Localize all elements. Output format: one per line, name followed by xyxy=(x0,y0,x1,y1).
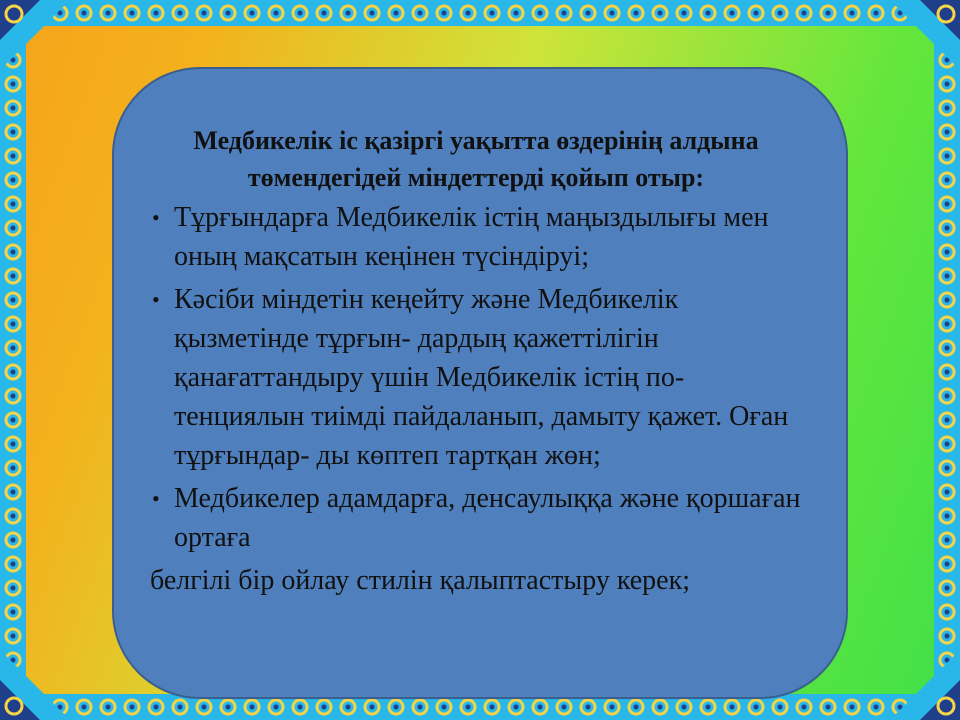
ornament-border-right xyxy=(934,0,960,720)
corner-ornament-icon xyxy=(0,650,70,720)
slide-content xyxy=(150,122,816,600)
bullet-text: Кәсіби міндетін кеңейту және Медбикелік қызметінде тұрғын- дардың қажеттілігін қанағаттандыру үшін Медбикелік істің по- тенциялын тиімді пайдаланып, дамыту қажет. Оған тұрғындар- ды көптеп тартқан жөн; xyxy=(174,284,789,471)
bullet-dot-icon: • xyxy=(152,486,160,511)
list-item xyxy=(150,198,816,276)
bullet-text: Тұрғындарға Медбикелік істің маңыздылығы мен оның мақсатын кеңінен түсіндіруі; xyxy=(174,202,769,272)
corner-ornament-icon xyxy=(890,650,960,720)
corner-ornament-icon xyxy=(0,0,70,70)
closing-line: белгілі бір ойлау стилін қалыптастыру керек; xyxy=(150,565,690,596)
ornament-border-left xyxy=(0,0,26,720)
bullet-dot-icon: • xyxy=(152,287,160,312)
bullet-list xyxy=(150,198,816,557)
bullet-text: Медбикелер адамдарға, денсаулыққа және қоршаған ортаға xyxy=(174,483,801,553)
list-item xyxy=(150,479,816,557)
ornament-border-top xyxy=(0,0,960,26)
bullet-dot-icon: • xyxy=(152,205,160,230)
list-item xyxy=(150,280,816,475)
slide-heading: Медбикелік іс қазіргі уақытта өздерінің алдына төмендегідей міндеттерді қойып отыр: xyxy=(193,126,759,192)
corner-ornament-icon xyxy=(890,0,960,70)
